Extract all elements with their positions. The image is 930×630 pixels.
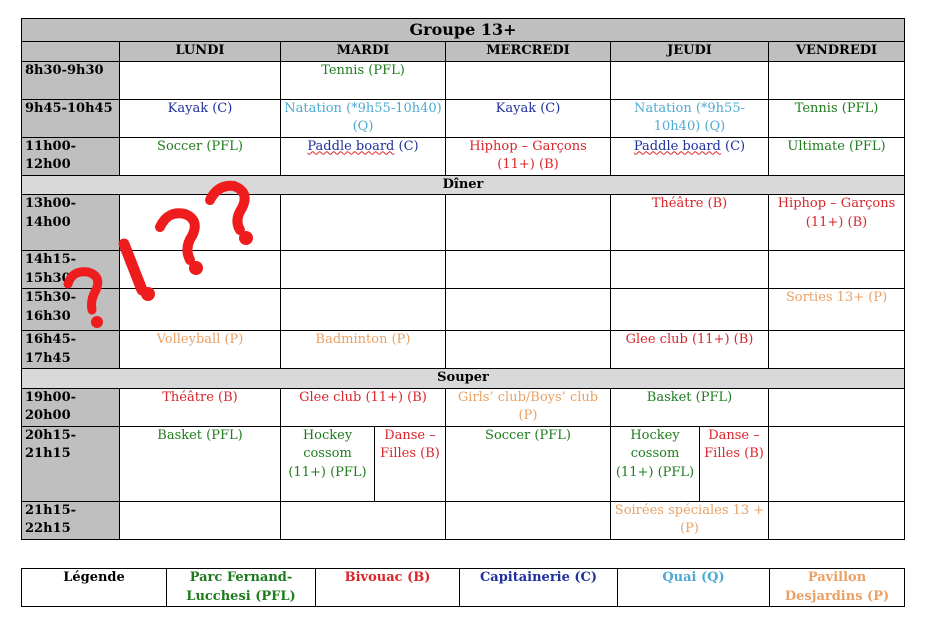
activity-cell xyxy=(611,137,769,175)
activity-cell: Volleyball (P) xyxy=(120,331,281,369)
activity-cell: Ultimate (PFL) xyxy=(769,137,905,175)
time-slot: 11h00-12h00 xyxy=(22,137,120,175)
activity-cell xyxy=(769,501,905,539)
legend-capitainerie: Capitainerie (C) xyxy=(460,569,618,607)
activity-cell: Glee club (11+) (B) xyxy=(611,331,769,369)
activity-cell: Soccer (PFL) xyxy=(120,137,281,175)
legend-label: Légende xyxy=(22,569,167,607)
activity-cell xyxy=(446,195,611,251)
location-code: (C) xyxy=(394,138,419,154)
legend-pfl: Parc Fernand-Lucchesi (PFL) xyxy=(167,569,316,607)
time-slot: 8h30-9h30 xyxy=(22,61,120,99)
spellcheck-word: Paddle board xyxy=(307,138,395,154)
activity-cell xyxy=(281,501,446,539)
activity-cell xyxy=(446,289,611,331)
time-slot: 16h45-17h45 xyxy=(22,331,120,369)
activity-cell: Théâtre (B) xyxy=(120,388,281,426)
time-slot: 9h45-10h45 xyxy=(22,99,120,137)
schedule-title: Groupe 13+ xyxy=(22,19,905,42)
activity-cell xyxy=(769,61,905,99)
activity-cell: Basket (PFL) xyxy=(611,388,769,426)
activity-cell xyxy=(446,501,611,539)
activity-cell xyxy=(769,251,905,289)
activity-cell xyxy=(281,251,446,289)
activity-cell xyxy=(769,426,905,501)
time-slot: 21h15-22h15 xyxy=(22,501,120,539)
time-slot: 20h15-21h15 xyxy=(22,426,120,501)
activity-cell: Danse – Filles (B) xyxy=(700,426,769,501)
day-header-mercredi: MERCREDI xyxy=(446,42,611,62)
activity-cell: Natation (*9h55-10h40) (Q) xyxy=(611,99,769,137)
day-header-jeudi: JEUDI xyxy=(611,42,769,62)
activity-cell: Badminton (P) xyxy=(281,331,446,369)
separator-diner: Dîner xyxy=(22,175,905,195)
location-code: (C) xyxy=(720,138,746,154)
activity-cell xyxy=(611,61,769,99)
activity-cell xyxy=(120,501,281,539)
activity-cell: Hockey cossom (11+) (PFL) xyxy=(611,426,700,501)
activity-cell: Girls’ club/Boys’ club (P) xyxy=(446,388,611,426)
schedule-table xyxy=(21,18,905,540)
day-header-vendredi: VENDREDI xyxy=(769,42,905,62)
activity-cell: Hiphop – Garçons (11+) (B) xyxy=(769,195,905,251)
activity-cell: Soccer (PFL) xyxy=(446,426,611,501)
activity-cell xyxy=(120,289,281,331)
time-slot: 19h00-20h00 xyxy=(22,388,120,426)
activity-cell: Glee club (11+) (B) xyxy=(281,388,446,426)
activity-cell: Hiphop – Garçons (11+) (B) xyxy=(446,137,611,175)
activity-cell xyxy=(446,61,611,99)
activity-cell: Théâtre (B) xyxy=(611,195,769,251)
activity-cell: Danse – Filles (B) xyxy=(375,426,446,501)
legend-bivouac: Bivouac (B) xyxy=(316,569,460,607)
activity-cell xyxy=(769,331,905,369)
activity-cell xyxy=(120,61,281,99)
activity-cell xyxy=(446,331,611,369)
activity-cell xyxy=(611,289,769,331)
activity-cell xyxy=(281,137,446,175)
activity-cell: Soirées spéciales 13 + (P) xyxy=(611,501,769,539)
activity-cell xyxy=(611,251,769,289)
activity-cell: Hockey cossom (11+) (PFL) xyxy=(281,426,375,501)
activity-cell xyxy=(281,289,446,331)
legend-quai: Quai (Q) xyxy=(618,569,770,607)
corner-cell xyxy=(22,42,120,62)
activity-cell xyxy=(120,195,281,251)
spellcheck-word: Paddle board xyxy=(633,138,721,154)
time-slot: 13h00-14h00 xyxy=(22,195,120,251)
day-header-lundi: LUNDI xyxy=(120,42,281,62)
activity-cell: Tennis (PFL) xyxy=(281,61,446,99)
activity-cell: Kayak (C) xyxy=(120,99,281,137)
time-slot: 15h30-16h30 xyxy=(22,289,120,331)
activity-cell: Sorties 13+ (P) xyxy=(769,289,905,331)
activity-cell: Natation (*9h55-10h40) (Q) xyxy=(281,99,446,137)
legend-pavillon: Pavillon Desjardins (P) xyxy=(770,569,905,607)
legend-table xyxy=(21,568,905,607)
day-header-mardi: MARDI xyxy=(281,42,446,62)
activity-cell xyxy=(446,251,611,289)
activity-cell xyxy=(769,388,905,426)
activity-cell: Tennis (PFL) xyxy=(769,99,905,137)
activity-cell xyxy=(120,251,281,289)
activity-cell: Kayak (C) xyxy=(446,99,611,137)
activity-cell: Basket (PFL) xyxy=(120,426,281,501)
separator-souper: Souper xyxy=(22,369,905,389)
activity-cell xyxy=(281,195,446,251)
time-slot: 14h15-15h30 xyxy=(22,251,120,289)
